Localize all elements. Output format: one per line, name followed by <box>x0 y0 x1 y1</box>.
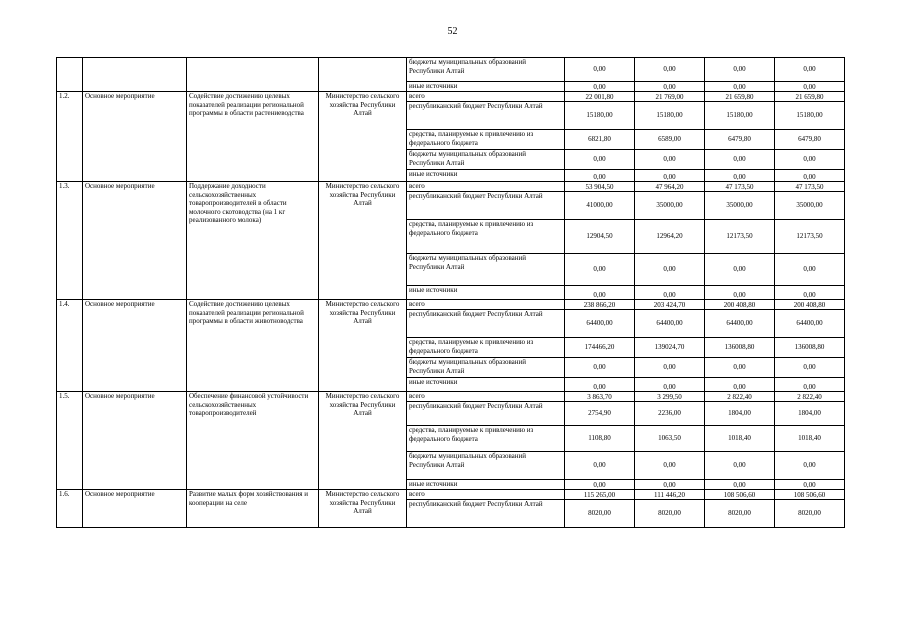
amount-cell: 0,00 <box>635 480 705 490</box>
funding-source-cell: иные источники <box>407 378 565 392</box>
name-cell: Поддержание доходности сельскохозяйственных товаропроизводителей в области молочного скотоводства (на 1 кг реализованного молока) <box>187 182 319 300</box>
funding-source-cell: бюджеты муниципальных образований Республики Алтай <box>407 358 565 378</box>
amount-cell: 2754,90 <box>565 402 635 426</box>
amount-cell: 35000,00 <box>635 192 705 220</box>
funding-source-cell: республиканский бюджет Республики Алтай <box>407 402 565 426</box>
table-row <box>57 58 845 82</box>
amount-cell: 6479,80 <box>705 130 775 150</box>
amount-cell: 0,00 <box>775 452 845 480</box>
name-cell: Содействие достижению целевых показателей реализации региональной программы в области животноводства <box>187 300 319 392</box>
amount-cell: 0,00 <box>635 452 705 480</box>
amount-cell: 108 506,60 <box>775 490 845 500</box>
amount-cell: 1063,50 <box>635 426 705 452</box>
amount-cell: 2 822,40 <box>705 392 775 402</box>
amount-cell: 0,00 <box>775 254 845 286</box>
amount-cell: 12964,20 <box>635 220 705 254</box>
amount-cell: 0,00 <box>635 358 705 378</box>
amount-cell: 3 863,70 <box>565 392 635 402</box>
funding-source-cell: республиканский бюджет Республики Алтай <box>407 192 565 220</box>
amount-cell: 0,00 <box>635 58 705 82</box>
funding-source-cell: иные источники <box>407 82 565 92</box>
amount-cell: 0,00 <box>705 480 775 490</box>
amount-cell: 21 769,00 <box>635 92 705 102</box>
funding-source-cell: всего <box>407 92 565 102</box>
amount-cell: 0,00 <box>565 58 635 82</box>
amount-cell: 0,00 <box>775 286 845 300</box>
amount-cell: 47 964,20 <box>635 182 705 192</box>
amount-cell: 0,00 <box>705 170 775 182</box>
amount-cell: 8020,00 <box>635 500 705 528</box>
amount-cell: 0,00 <box>705 378 775 392</box>
amount-cell: 0,00 <box>775 378 845 392</box>
name-cell: Содействие достижению целевых показателей реализации региональной программы в области растениеводства <box>187 92 319 182</box>
executor-cell: Министерство сельского хозяйства Республики Алтай <box>319 300 407 392</box>
amount-cell: 200 408,80 <box>705 300 775 310</box>
executor-cell <box>319 58 407 92</box>
executor-cell: Министерство сельского хозяйства Республики Алтай <box>319 490 407 528</box>
amount-cell: 15180,00 <box>705 102 775 130</box>
number-cell <box>57 58 83 92</box>
type-cell: Основное мероприятие <box>83 182 187 300</box>
amount-cell: 35000,00 <box>775 192 845 220</box>
funding-source-cell: всего <box>407 182 565 192</box>
funding-source-cell: иные источники <box>407 170 565 182</box>
amount-cell: 8020,00 <box>775 500 845 528</box>
table-row <box>57 300 845 310</box>
type-cell: Основное мероприятие <box>83 490 187 528</box>
type-cell: Основное мероприятие <box>83 392 187 490</box>
funding-source-cell: республиканский бюджет Республики Алтай <box>407 102 565 130</box>
amount-cell: 15180,00 <box>565 102 635 130</box>
amount-cell: 0,00 <box>635 254 705 286</box>
table-row <box>57 490 845 500</box>
amount-cell: 53 904,50 <box>565 182 635 192</box>
funding-source-cell: иные источники <box>407 286 565 300</box>
amount-cell: 0,00 <box>565 452 635 480</box>
amount-cell: 139024,70 <box>635 338 705 358</box>
name-cell: Развитие малых форм хозяйствования и кооперации на селе <box>187 490 319 528</box>
amount-cell: 12173,50 <box>775 220 845 254</box>
amount-cell: 1018,40 <box>705 426 775 452</box>
amount-cell: 41000,00 <box>565 192 635 220</box>
amount-cell: 0,00 <box>565 82 635 92</box>
amount-cell: 12904,50 <box>565 220 635 254</box>
amount-cell: 6821,80 <box>565 130 635 150</box>
amount-cell: 0,00 <box>705 358 775 378</box>
funding-source-cell: средства, планируемые к привлечению из федерального бюджета <box>407 220 565 254</box>
amount-cell: 21 659,80 <box>705 92 775 102</box>
table-row <box>57 392 845 402</box>
funding-source-cell: иные источники <box>407 480 565 490</box>
amount-cell: 1018,40 <box>775 426 845 452</box>
amount-cell: 0,00 <box>565 286 635 300</box>
amount-cell: 21 659,80 <box>775 92 845 102</box>
amount-cell: 64400,00 <box>775 310 845 338</box>
funding-source-cell: средства, планируемые к привлечению из федерального бюджета <box>407 338 565 358</box>
amount-cell: 64400,00 <box>705 310 775 338</box>
funding-source-cell: бюджеты муниципальных образований Республики Алтай <box>407 58 565 82</box>
funding-source-cell: всего <box>407 300 565 310</box>
type-cell: Основное мероприятие <box>83 300 187 392</box>
amount-cell: 0,00 <box>565 480 635 490</box>
amount-cell: 1804,00 <box>775 402 845 426</box>
table-row <box>57 182 845 192</box>
amount-cell: 200 408,80 <box>775 300 845 310</box>
amount-cell: 47 173,50 <box>705 182 775 192</box>
number-cell: 1.3. <box>57 182 83 300</box>
executor-cell: Министерство сельского хозяйства Республики Алтай <box>319 182 407 300</box>
amount-cell: 64400,00 <box>565 310 635 338</box>
amount-cell: 1804,00 <box>705 402 775 426</box>
executor-cell: Министерство сельского хозяйства Республики Алтай <box>319 392 407 490</box>
amount-cell: 15180,00 <box>635 102 705 130</box>
amount-cell: 0,00 <box>565 378 635 392</box>
amount-cell: 2236,00 <box>635 402 705 426</box>
amount-cell: 12173,50 <box>705 220 775 254</box>
amount-cell: 174466,20 <box>565 338 635 358</box>
amount-cell: 3 299,50 <box>635 392 705 402</box>
amount-cell: 47 173,50 <box>775 182 845 192</box>
budget-table <box>56 57 845 528</box>
name-cell: Обеспечение финансовой устойчивости сельскохозяйственных товаропроизводителей <box>187 392 319 490</box>
amount-cell: 203 424,70 <box>635 300 705 310</box>
amount-cell: 108 506,60 <box>705 490 775 500</box>
amount-cell: 22 001,80 <box>565 92 635 102</box>
amount-cell: 0,00 <box>775 480 845 490</box>
amount-cell: 0,00 <box>565 254 635 286</box>
amount-cell: 6479,80 <box>775 130 845 150</box>
funding-source-cell: всего <box>407 490 565 500</box>
amount-cell: 115 265,00 <box>565 490 635 500</box>
number-cell: 1.5. <box>57 392 83 490</box>
amount-cell: 0,00 <box>635 286 705 300</box>
funding-source-cell: республиканский бюджет Республики Алтай <box>407 500 565 528</box>
amount-cell: 0,00 <box>635 170 705 182</box>
amount-cell: 8020,00 <box>705 500 775 528</box>
amount-cell: 0,00 <box>705 452 775 480</box>
amount-cell: 0,00 <box>705 58 775 82</box>
amount-cell: 0,00 <box>775 170 845 182</box>
page-number: 52 <box>447 26 458 37</box>
amount-cell: 8020,00 <box>565 500 635 528</box>
amount-cell: 1108,80 <box>565 426 635 452</box>
table-row <box>57 92 845 102</box>
type-cell <box>83 58 187 92</box>
funding-source-cell: средства, планируемые к привлечению из федерального бюджета <box>407 426 565 452</box>
amount-cell: 0,00 <box>565 170 635 182</box>
funding-source-cell: бюджеты муниципальных образований Республики Алтай <box>407 254 565 286</box>
amount-cell: 0,00 <box>775 82 845 92</box>
amount-cell: 0,00 <box>565 358 635 378</box>
amount-cell: 15180,00 <box>775 102 845 130</box>
executor-cell: Министерство сельского хозяйства Республики Алтай <box>319 92 407 182</box>
amount-cell: 0,00 <box>635 378 705 392</box>
amount-cell: 0,00 <box>775 58 845 82</box>
amount-cell: 136008,80 <box>775 338 845 358</box>
funding-source-cell: республиканский бюджет Республики Алтай <box>407 310 565 338</box>
amount-cell: 0,00 <box>705 254 775 286</box>
amount-cell: 0,00 <box>705 286 775 300</box>
amount-cell: 6589,00 <box>635 130 705 150</box>
amount-cell: 0,00 <box>775 358 845 378</box>
amount-cell: 238 866,20 <box>565 300 635 310</box>
amount-cell: 0,00 <box>635 82 705 92</box>
number-cell: 1.4. <box>57 300 83 392</box>
funding-source-cell: средства, планируемые к привлечению из федерального бюджета <box>407 130 565 150</box>
amount-cell: 0,00 <box>635 150 705 170</box>
amount-cell: 111 446,20 <box>635 490 705 500</box>
amount-cell: 0,00 <box>775 150 845 170</box>
funding-source-cell: бюджеты муниципальных образований Республики Алтай <box>407 452 565 480</box>
amount-cell: 64400,00 <box>635 310 705 338</box>
amount-cell: 35000,00 <box>705 192 775 220</box>
amount-cell: 0,00 <box>705 150 775 170</box>
number-cell: 1.6. <box>57 490 83 528</box>
number-cell: 1.2. <box>57 92 83 182</box>
funding-source-cell: всего <box>407 392 565 402</box>
amount-cell: 136008,80 <box>705 338 775 358</box>
amount-cell: 0,00 <box>565 150 635 170</box>
amount-cell: 0,00 <box>705 82 775 92</box>
type-cell: Основное мероприятие <box>83 92 187 182</box>
funding-source-cell: бюджеты муниципальных образований Республики Алтай <box>407 150 565 170</box>
amount-cell: 2 822,40 <box>775 392 845 402</box>
name-cell <box>187 58 319 92</box>
